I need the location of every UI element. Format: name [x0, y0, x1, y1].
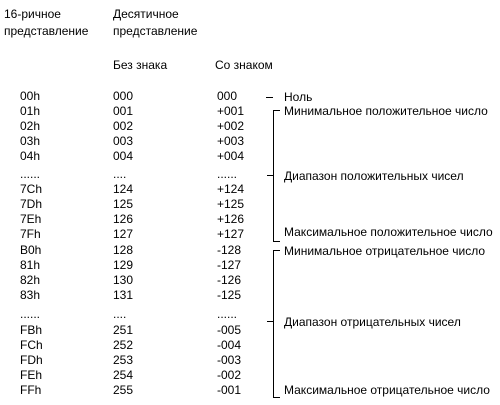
signed-cell: -001	[217, 383, 242, 397]
hex-cell: FEh	[20, 368, 43, 382]
hex-cell: 02h	[20, 119, 41, 133]
signed-cell: +004	[217, 149, 245, 163]
signed-cell: +125	[217, 197, 245, 211]
unsigned-cell: 130	[113, 273, 134, 287]
hex-cell: 01h	[20, 104, 41, 118]
annotation-positive-range: Диапазон положительных чисел	[284, 169, 464, 183]
signed-cell: +124	[217, 182, 245, 196]
unsigned-cell: 001	[113, 104, 134, 118]
signed-cell: -003	[217, 353, 242, 367]
annotation-min-negative: Минимальное отрицательное число	[284, 244, 486, 258]
unsigned-cell: 251	[113, 323, 134, 337]
unsigned-cell: 000	[113, 89, 134, 103]
signed-cell: +126	[217, 212, 245, 226]
unsigned-cell: 004	[113, 149, 134, 163]
unsigned-cell: 127	[113, 227, 134, 241]
signed-cell: +002	[217, 119, 245, 133]
hex-cell: 81h	[20, 258, 41, 272]
unsigned-cell: 129	[113, 258, 134, 272]
unsigned-cell: 128	[113, 243, 134, 257]
signed-cell: 000	[217, 89, 238, 103]
positive-range-tick	[267, 175, 274, 176]
dec-header-line2: представление	[113, 24, 198, 38]
hex-cell: 83h	[20, 288, 41, 302]
negative-range-tick	[267, 321, 274, 322]
unsigned-cell: 253	[113, 353, 134, 367]
signed-cell: -004	[217, 338, 242, 352]
unsigned-cell: 131	[113, 288, 134, 302]
signed-cell: +001	[217, 104, 245, 118]
signed-cell: -126	[217, 273, 242, 287]
hex-cell: FCh	[20, 338, 43, 352]
hex-cell: 03h	[20, 134, 41, 148]
hex-cell: FDh	[20, 353, 43, 367]
annotation-negative-range: Диапазон отрицательных чисел	[284, 315, 461, 329]
unsigned-cell: 002	[113, 119, 134, 133]
signed-cell: -002	[217, 368, 242, 382]
positive-range-brace	[273, 110, 280, 242]
hex-cell: FFh	[20, 383, 42, 397]
signed-cell: +127	[217, 227, 245, 241]
unsigned-cell: 124	[113, 182, 134, 196]
unsigned-cell: ....	[113, 307, 127, 321]
hex-cell: B0h	[20, 243, 42, 257]
unsigned-header: Без знака	[113, 58, 168, 72]
hex-cell: 00h	[20, 89, 41, 103]
dec-header-line1: Десятичное	[113, 7, 179, 21]
hex-cell: 7Ch	[20, 182, 43, 196]
hex-header-line2: представление	[4, 24, 89, 38]
unsigned-cell: 255	[113, 383, 134, 397]
unsigned-cell: 003	[113, 134, 134, 148]
signed-cell: -127	[217, 258, 242, 272]
hex-cell: FBh	[20, 323, 43, 337]
signed-header: Со знаком	[215, 58, 273, 72]
negative-range-brace	[273, 250, 280, 398]
hex-cell: 7Eh	[20, 212, 42, 226]
hex-cell: 04h	[20, 149, 41, 163]
unsigned-cell: 254	[113, 368, 134, 382]
unsigned-cell: ....	[113, 167, 127, 181]
hex-cell: ......	[20, 167, 41, 181]
signed-cell: -128	[217, 243, 242, 257]
hex-cell: 82h	[20, 273, 41, 287]
hex-header-line1: 16-ричное	[4, 7, 61, 21]
signed-cell: -005	[217, 323, 242, 337]
signed-cell: +003	[217, 134, 245, 148]
hex-cell: ......	[20, 307, 41, 321]
annotation-max-negative: Максимальное отрицательное число	[284, 383, 490, 397]
signed-cell: ......	[217, 167, 238, 181]
unsigned-cell: 125	[113, 197, 134, 211]
hex-cell: 7Fh	[20, 227, 41, 241]
signed-cell: ......	[217, 307, 238, 321]
unsigned-cell: 126	[113, 212, 134, 226]
zero-connector	[266, 97, 273, 98]
unsigned-cell: 252	[113, 338, 134, 352]
hex-cell: 7Dh	[20, 197, 43, 211]
annotation-zero: Ноль	[284, 90, 313, 104]
annotation-min-positive: Минимальное положительное число	[284, 104, 488, 118]
annotation-max-positive: Максимальное положительное число	[284, 225, 493, 239]
signed-cell: -125	[217, 288, 242, 302]
